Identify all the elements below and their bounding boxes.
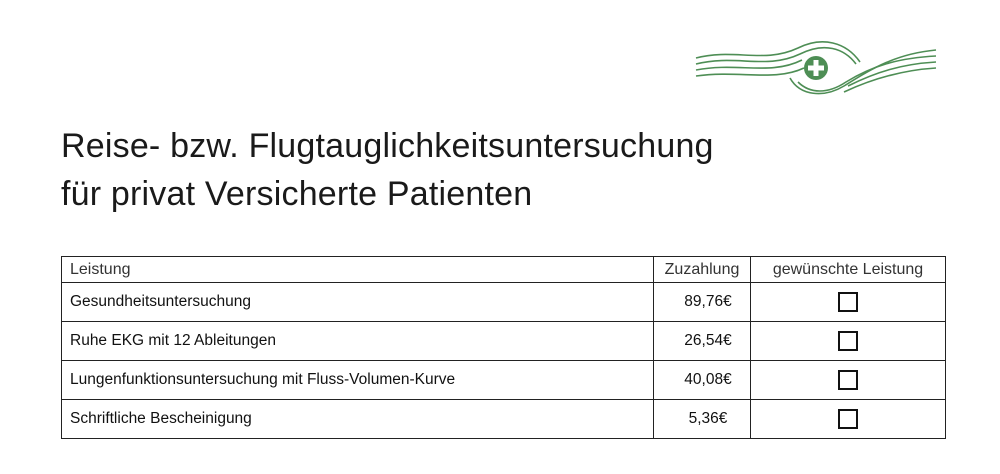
- title-line-1: Reise- bzw. Flugtauglichkeitsuntersuchung: [61, 127, 714, 165]
- header-zuzahlung: Zuzahlung: [654, 257, 751, 283]
- select-checkbox-ruhe-ekg[interactable]: [838, 331, 858, 351]
- service-price: 26,54€: [654, 322, 751, 361]
- services-table: [61, 256, 946, 439]
- service-price: 5,36€: [654, 400, 751, 439]
- medical-cross-logo-icon: [694, 34, 938, 102]
- select-checkbox-gesundheitsuntersuchung[interactable]: [838, 292, 858, 312]
- service-name: Schriftliche Bescheinigung: [62, 400, 654, 439]
- service-name: Lungenfunktionsuntersuchung mit Fluss-Volumen-Kurve: [62, 361, 654, 400]
- table-row: [62, 400, 946, 439]
- select-checkbox-lungenfunktion[interactable]: [838, 370, 858, 390]
- service-name: Ruhe EKG mit 12 Ableitungen: [62, 322, 654, 361]
- title-line-2: für privat Versicherte Patienten: [61, 175, 533, 213]
- select-checkbox-bescheinigung[interactable]: [838, 409, 858, 429]
- header-leistung: Leistung: [62, 257, 654, 283]
- table-row: [62, 322, 946, 361]
- medical-logo: [694, 34, 938, 102]
- table-row: [62, 283, 946, 322]
- table-header-row: [62, 257, 946, 283]
- service-price: 40,08€: [654, 361, 751, 400]
- service-price: 89,76€: [654, 283, 751, 322]
- page-title: [61, 122, 714, 218]
- service-name: Gesundheitsuntersuchung: [62, 283, 654, 322]
- table-row: [62, 361, 946, 400]
- header-gewuenschte-leistung: gewünschte Leistung: [751, 257, 946, 283]
